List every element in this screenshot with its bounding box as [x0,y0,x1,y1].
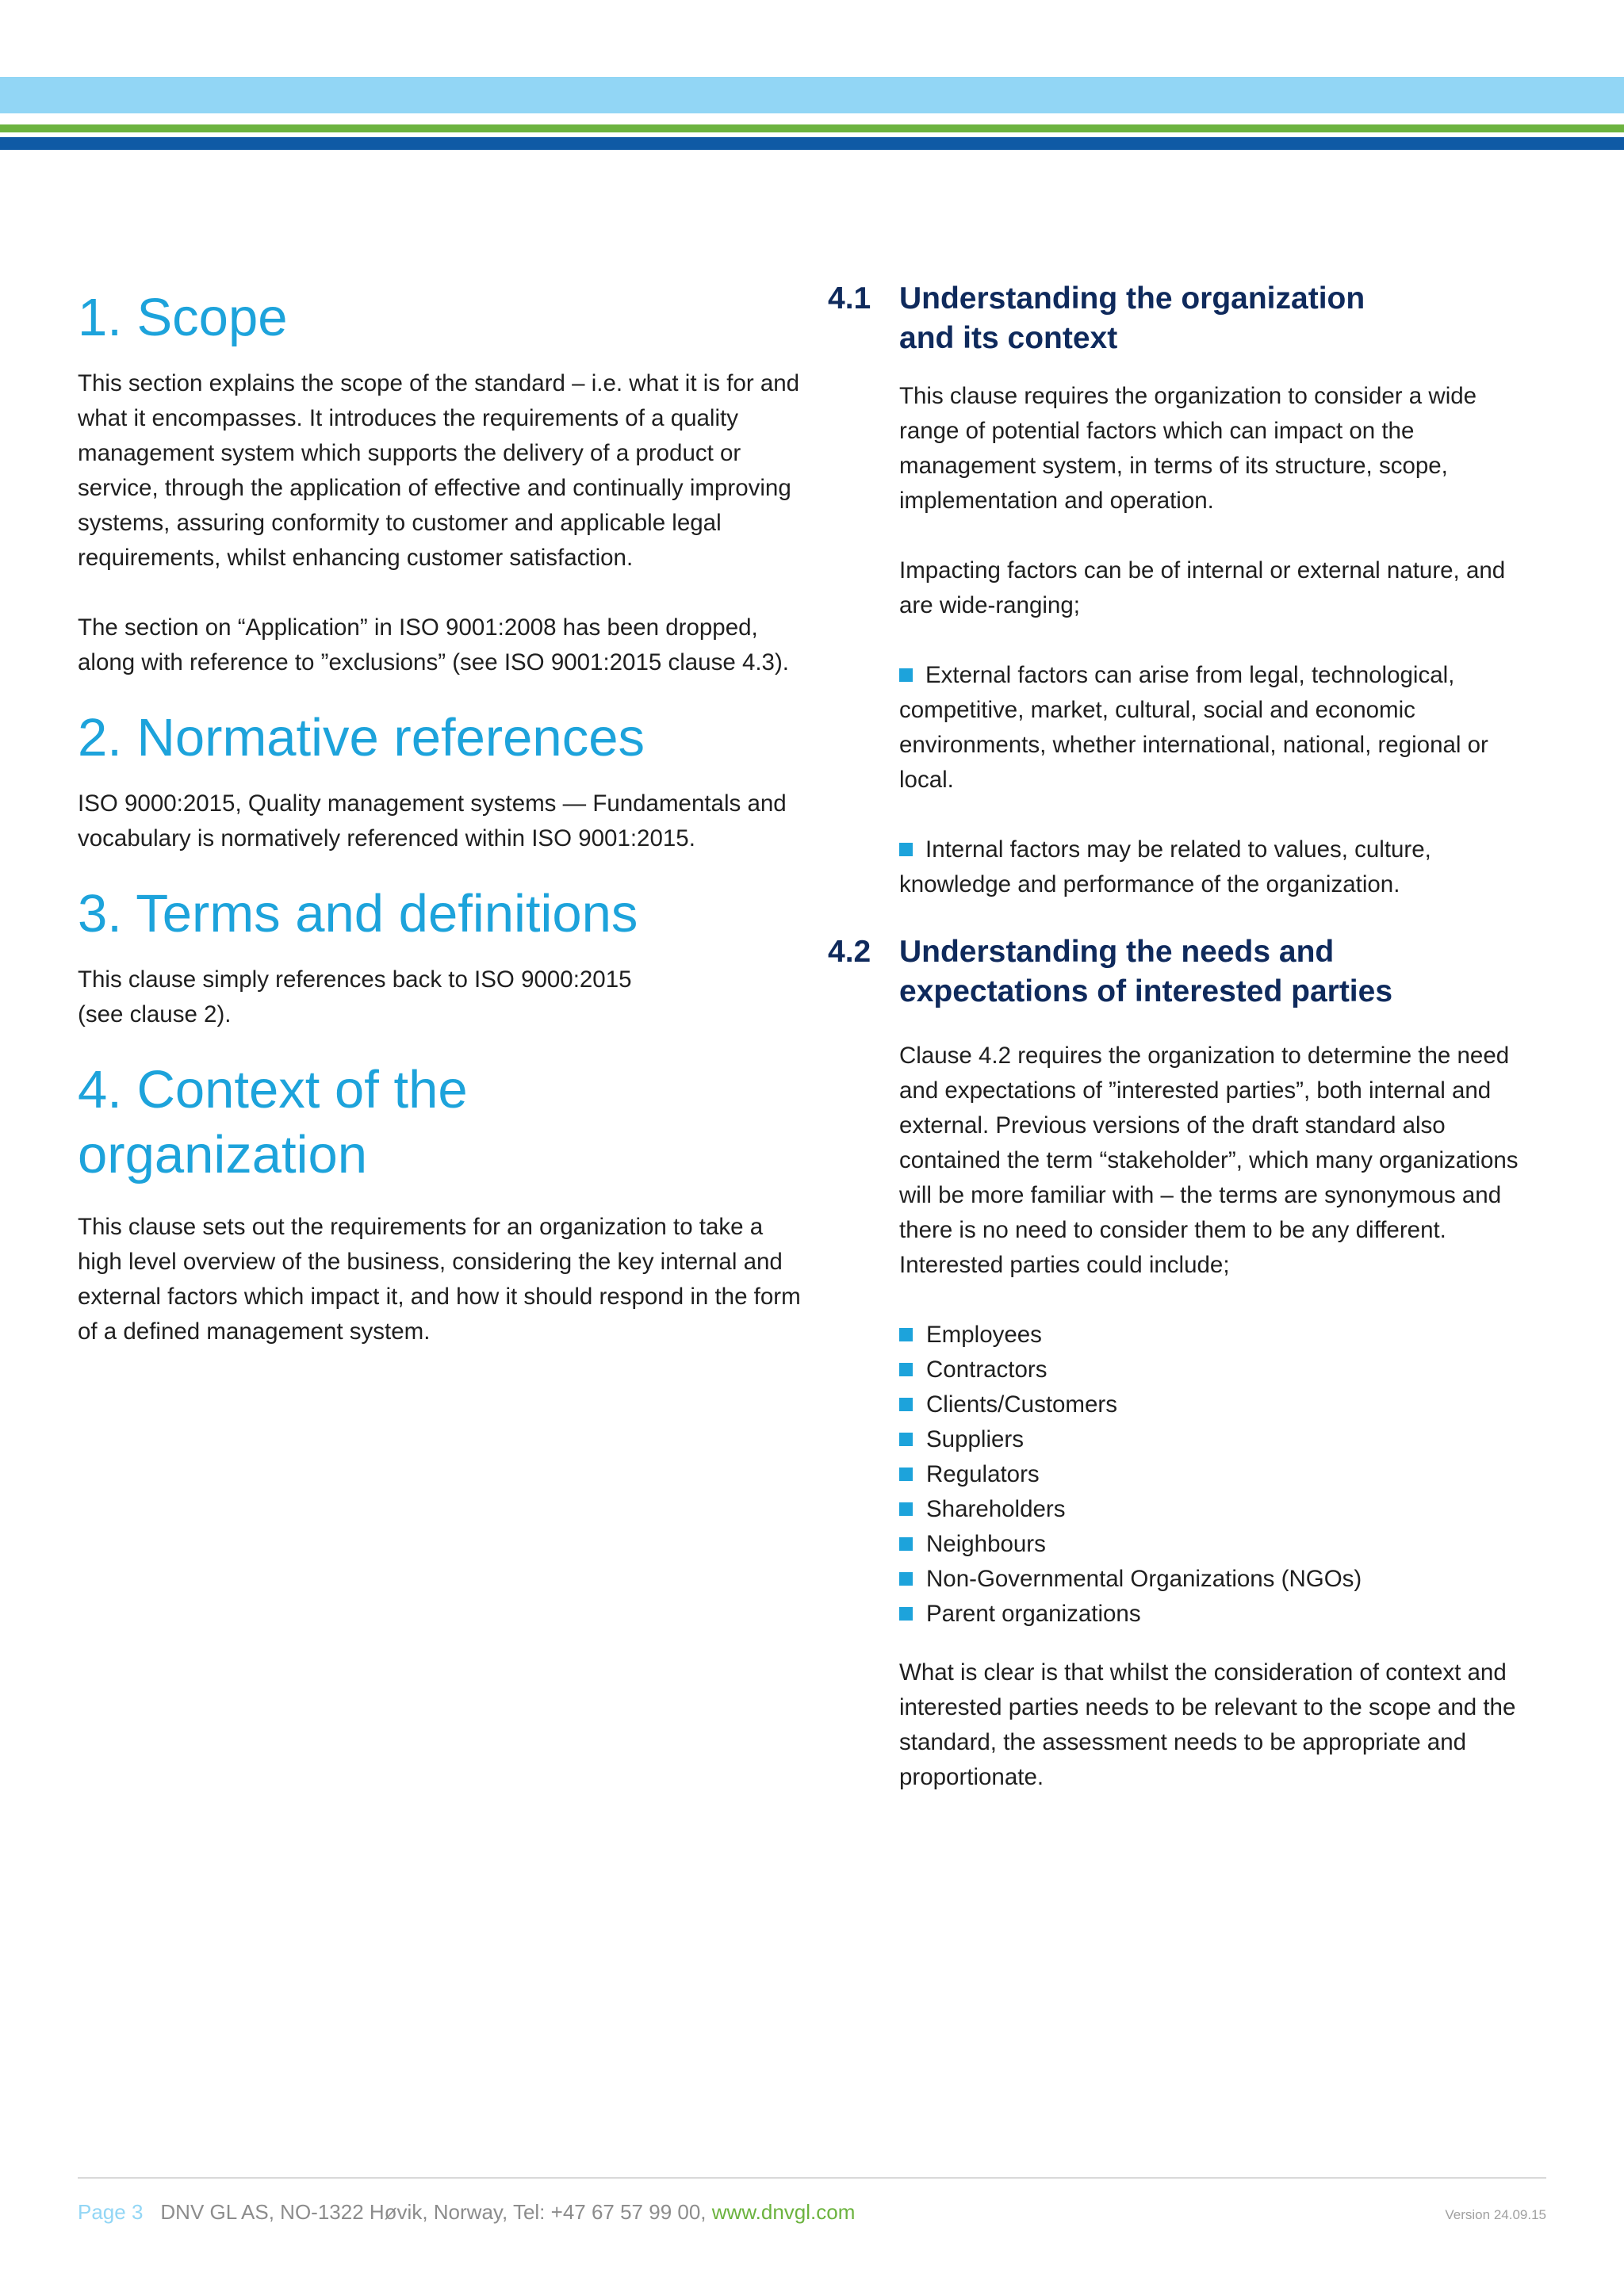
context-paragraph: This clause sets out the requirements for an organization to take a high level overview of the business, considering the key internal and external factors which impact it, and how it should respond in the form of a defined management system. [78,1214,801,1345]
terms-paragraph-line-2: (see clause 2). [78,1001,232,1027]
version-label: Version 24.09.15 [1445,2207,1546,2222]
left-column [78,285,807,1349]
bullet-square-icon [899,1502,913,1516]
list-item [899,1318,1542,1353]
bullet-square-icon [899,1572,913,1586]
list-item [899,1353,1542,1387]
section-4-2-heading [828,932,1542,1012]
list-item-label: Regulators [926,1461,1040,1487]
list-item [899,1527,1542,1562]
section-4-1-heading [828,279,1542,358]
terms-paragraph-line-1: This clause simply references back to ISO 9000:2015 [78,966,632,993]
list-item [899,1387,1542,1422]
context-heading-line-1: 4. Context of the [78,1060,468,1119]
bullet-square-icon [899,1328,913,1341]
scope-paragraph-1: This section explains the scope of the standard – i.e. what it is for and what it encompasses. It introduces the requirements of a quality management system which supports the delivery of a product or service, through the application of effective and continually improving systems, assuring conformity to customer and applicable legal requirements, whilst enhancing customer satisfaction. [78,370,800,571]
bullet-square-icon [899,1433,913,1446]
section-scope [78,285,807,680]
bullet-square-icon [899,1398,913,1411]
bullet-square-icon [899,843,913,856]
section-4-2 [828,932,1542,1795]
factor-bullet-external-text: External factors can arise from legal, technological, competitive, market, cultural, social and economic environments, whether international, national, regional or local. [899,662,1488,793]
scope-paragraph-2: The section on “Application” in ISO 9001:2008 has been dropped, along with reference to ”exclusions” (see ISO 9001:2015 clause 4.3). [78,614,789,675]
list-item [899,1597,1542,1632]
section-4-2-paragraph-1: Clause 4.2 requires the organization to determine the need and expectations of ”interested parties”, both internal and external. Previous versions of the draft standard also contained the term “stakeholder”, which many organizations will be more familiar with – the terms are synonymous and there is no need to consider them to be any different. Interested parties could include; [899,1043,1519,1278]
section-4-2-title [899,932,1454,1012]
context-heading-line-2: organization [78,1125,368,1184]
terms-heading: 3. Terms and definitions [78,884,638,943]
factor-bullet-external [899,658,1542,798]
bullet-square-icon [899,1537,913,1551]
list-item-label: Suppliers [926,1426,1024,1452]
scope-heading: 1. Scope [78,288,288,347]
list-item-label: Employees [926,1322,1042,1348]
context-heading [78,1058,807,1188]
section-4-1-title-line-2: and its context [899,321,1118,355]
list-item-label: Clients/Customers [926,1391,1117,1418]
section-4-2-paragraph-2: What is clear is that whilst the consideration of context and interested parties needs to be relevant to the scope and the standard, the assessment needs to be appropriate and proportionate. [899,1659,1516,1790]
section-normative-references [78,706,807,856]
list-item [899,1492,1542,1527]
list-item [899,1422,1542,1457]
terms-paragraph [78,962,807,1032]
page-number: Page 3 [78,2200,144,2224]
page-footer [78,2196,1546,2228]
normative-paragraph: ISO 9000:2015, Quality management systems — Fundamentals and vocabulary is normatively referenced within ISO 9001:2015. [78,790,787,851]
section-4-1-title [899,279,1454,358]
section-4-1-number: 4.1 [828,281,871,316]
section-4-2-title-line-2: expectations of interested parties [899,974,1393,1008]
factor-bullet-internal-text: Internal factors may be related to values, culture, knowledge and performance of the organization. [899,836,1431,897]
section-4-1 [828,279,1542,902]
interested-parties-list [899,1318,1542,1632]
list-item [899,1562,1542,1597]
list-item-label: Contractors [926,1357,1048,1383]
section-context [78,1058,807,1349]
bullet-square-icon [899,1363,913,1376]
section-4-1-paragraph-1: This clause requires the organization to consider a wide range of potential factors which can impact on the management system, in terms of its structure, scope, implementation and operation. [899,383,1477,514]
section-4-2-number: 4.2 [828,935,871,969]
header-stripe-green [0,124,1624,132]
section-4-1-paragraph-2: Impacting factors can be of internal or external nature, and are wide-ranging; [899,557,1506,618]
footer-divider [78,2177,1546,2179]
header-stripe-blue [0,137,1624,150]
bullet-square-icon [899,1607,913,1621]
factor-bullet-internal [899,832,1542,902]
list-item-label: Parent organizations [926,1601,1141,1627]
list-item-label: Shareholders [926,1496,1066,1522]
website-link[interactable]: www.dnvgl.com [711,2200,856,2224]
list-item-label: Neighbours [926,1531,1046,1557]
bullet-square-icon [899,668,913,682]
footer-address: DNV GL AS, NO-1322 Høvik, Norway, Tel: +47 67 57 99 00, [160,2200,707,2224]
list-item [899,1457,1542,1492]
bullet-square-icon [899,1468,913,1481]
right-column [828,279,1542,1795]
header-stripe-light [0,77,1624,113]
normative-heading: 2. Normative references [78,708,645,767]
section-terms-definitions [78,882,807,1032]
list-item-label: Non-Governmental Organizations (NGOs) [926,1566,1362,1592]
section-4-1-title-line-1: Understanding the organization [899,281,1365,316]
section-4-2-title-line-1: Understanding the needs and [899,935,1335,969]
